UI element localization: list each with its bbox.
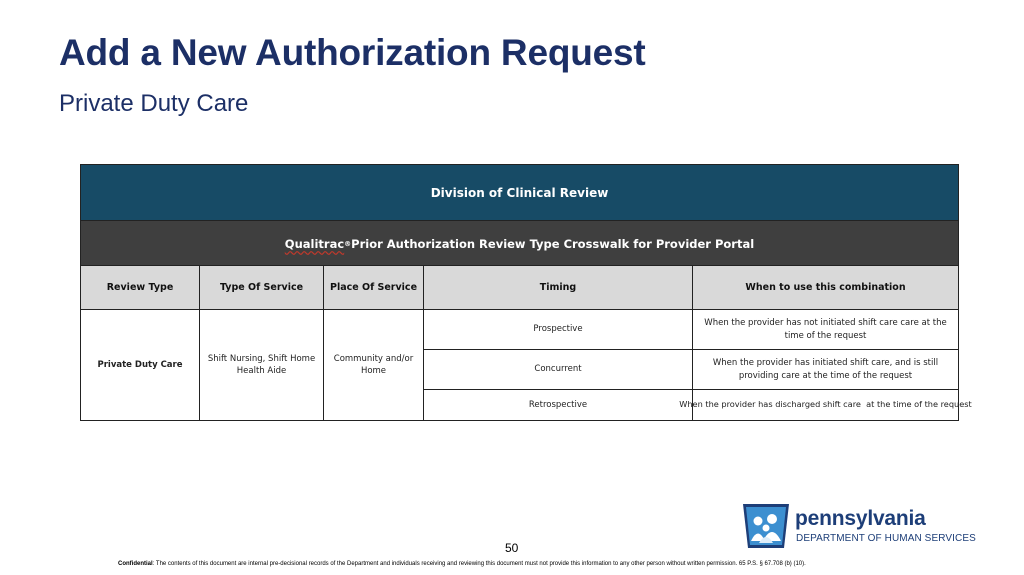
crosswalk-table (80, 164, 972, 421)
table-banner: Division of Clinical Review (81, 165, 958, 220)
cell-timing-retrospective: Retrospective (424, 389, 693, 420)
cell-when-concurrent: When the provider has initiated shift care, and is still providing care at the time of the request (693, 349, 958, 389)
logo-state-name: pennsylvania (795, 507, 926, 530)
keystone-family-icon (741, 501, 791, 551)
footer-text: : The contents of this document are internal pre-decisional records of the Department and individuals receiving and reviewing this document must not provide this information to any other person without written permission. 65 P.S. § 67.708 (b) (10). (152, 561, 806, 567)
table-subtitle-text: Prior Authorization Review Type Crosswalk for Provider Portal (351, 236, 755, 251)
header-timing: Timing (424, 265, 693, 309)
logo-department-name: DEPARTMENT OF HUMAN SERVICES (796, 533, 976, 544)
cell-timing-concurrent: Concurrent (424, 349, 693, 389)
header-type-of-service: Type Of Service (200, 265, 324, 309)
header-review-type: Review Type (81, 265, 200, 309)
header-when-to-use: When to use this combination (693, 265, 958, 309)
registered-mark: ® (344, 239, 352, 248)
header-place-of-service: Place Of Service (324, 265, 424, 309)
table-subtitle (81, 220, 958, 266)
cell-when-prospective: When the provider has not initiated shift care care at the time of the request (693, 309, 958, 349)
qualitrac-brand: Qualitrac (284, 236, 345, 251)
footer-label: Confidential (118, 561, 153, 567)
cell-timing-prospective: Prospective (424, 309, 693, 349)
cell-type-of-service: Shift Nursing, Shift Home Health Aide (200, 309, 324, 420)
pa-dhs-logo (741, 501, 981, 553)
slide-subtitle: Private Duty Care (59, 90, 249, 117)
confidential-footer (118, 561, 806, 567)
slide-title: Add a New Authorization Request (59, 32, 646, 73)
page-number: 50 (505, 541, 519, 555)
cell-review-type: Private Duty Care (81, 309, 200, 420)
cell-place-of-service: Community and/or Home (324, 309, 424, 420)
cell-when-retrospective: When the provider has discharged shift care at the time of the request (693, 389, 958, 420)
